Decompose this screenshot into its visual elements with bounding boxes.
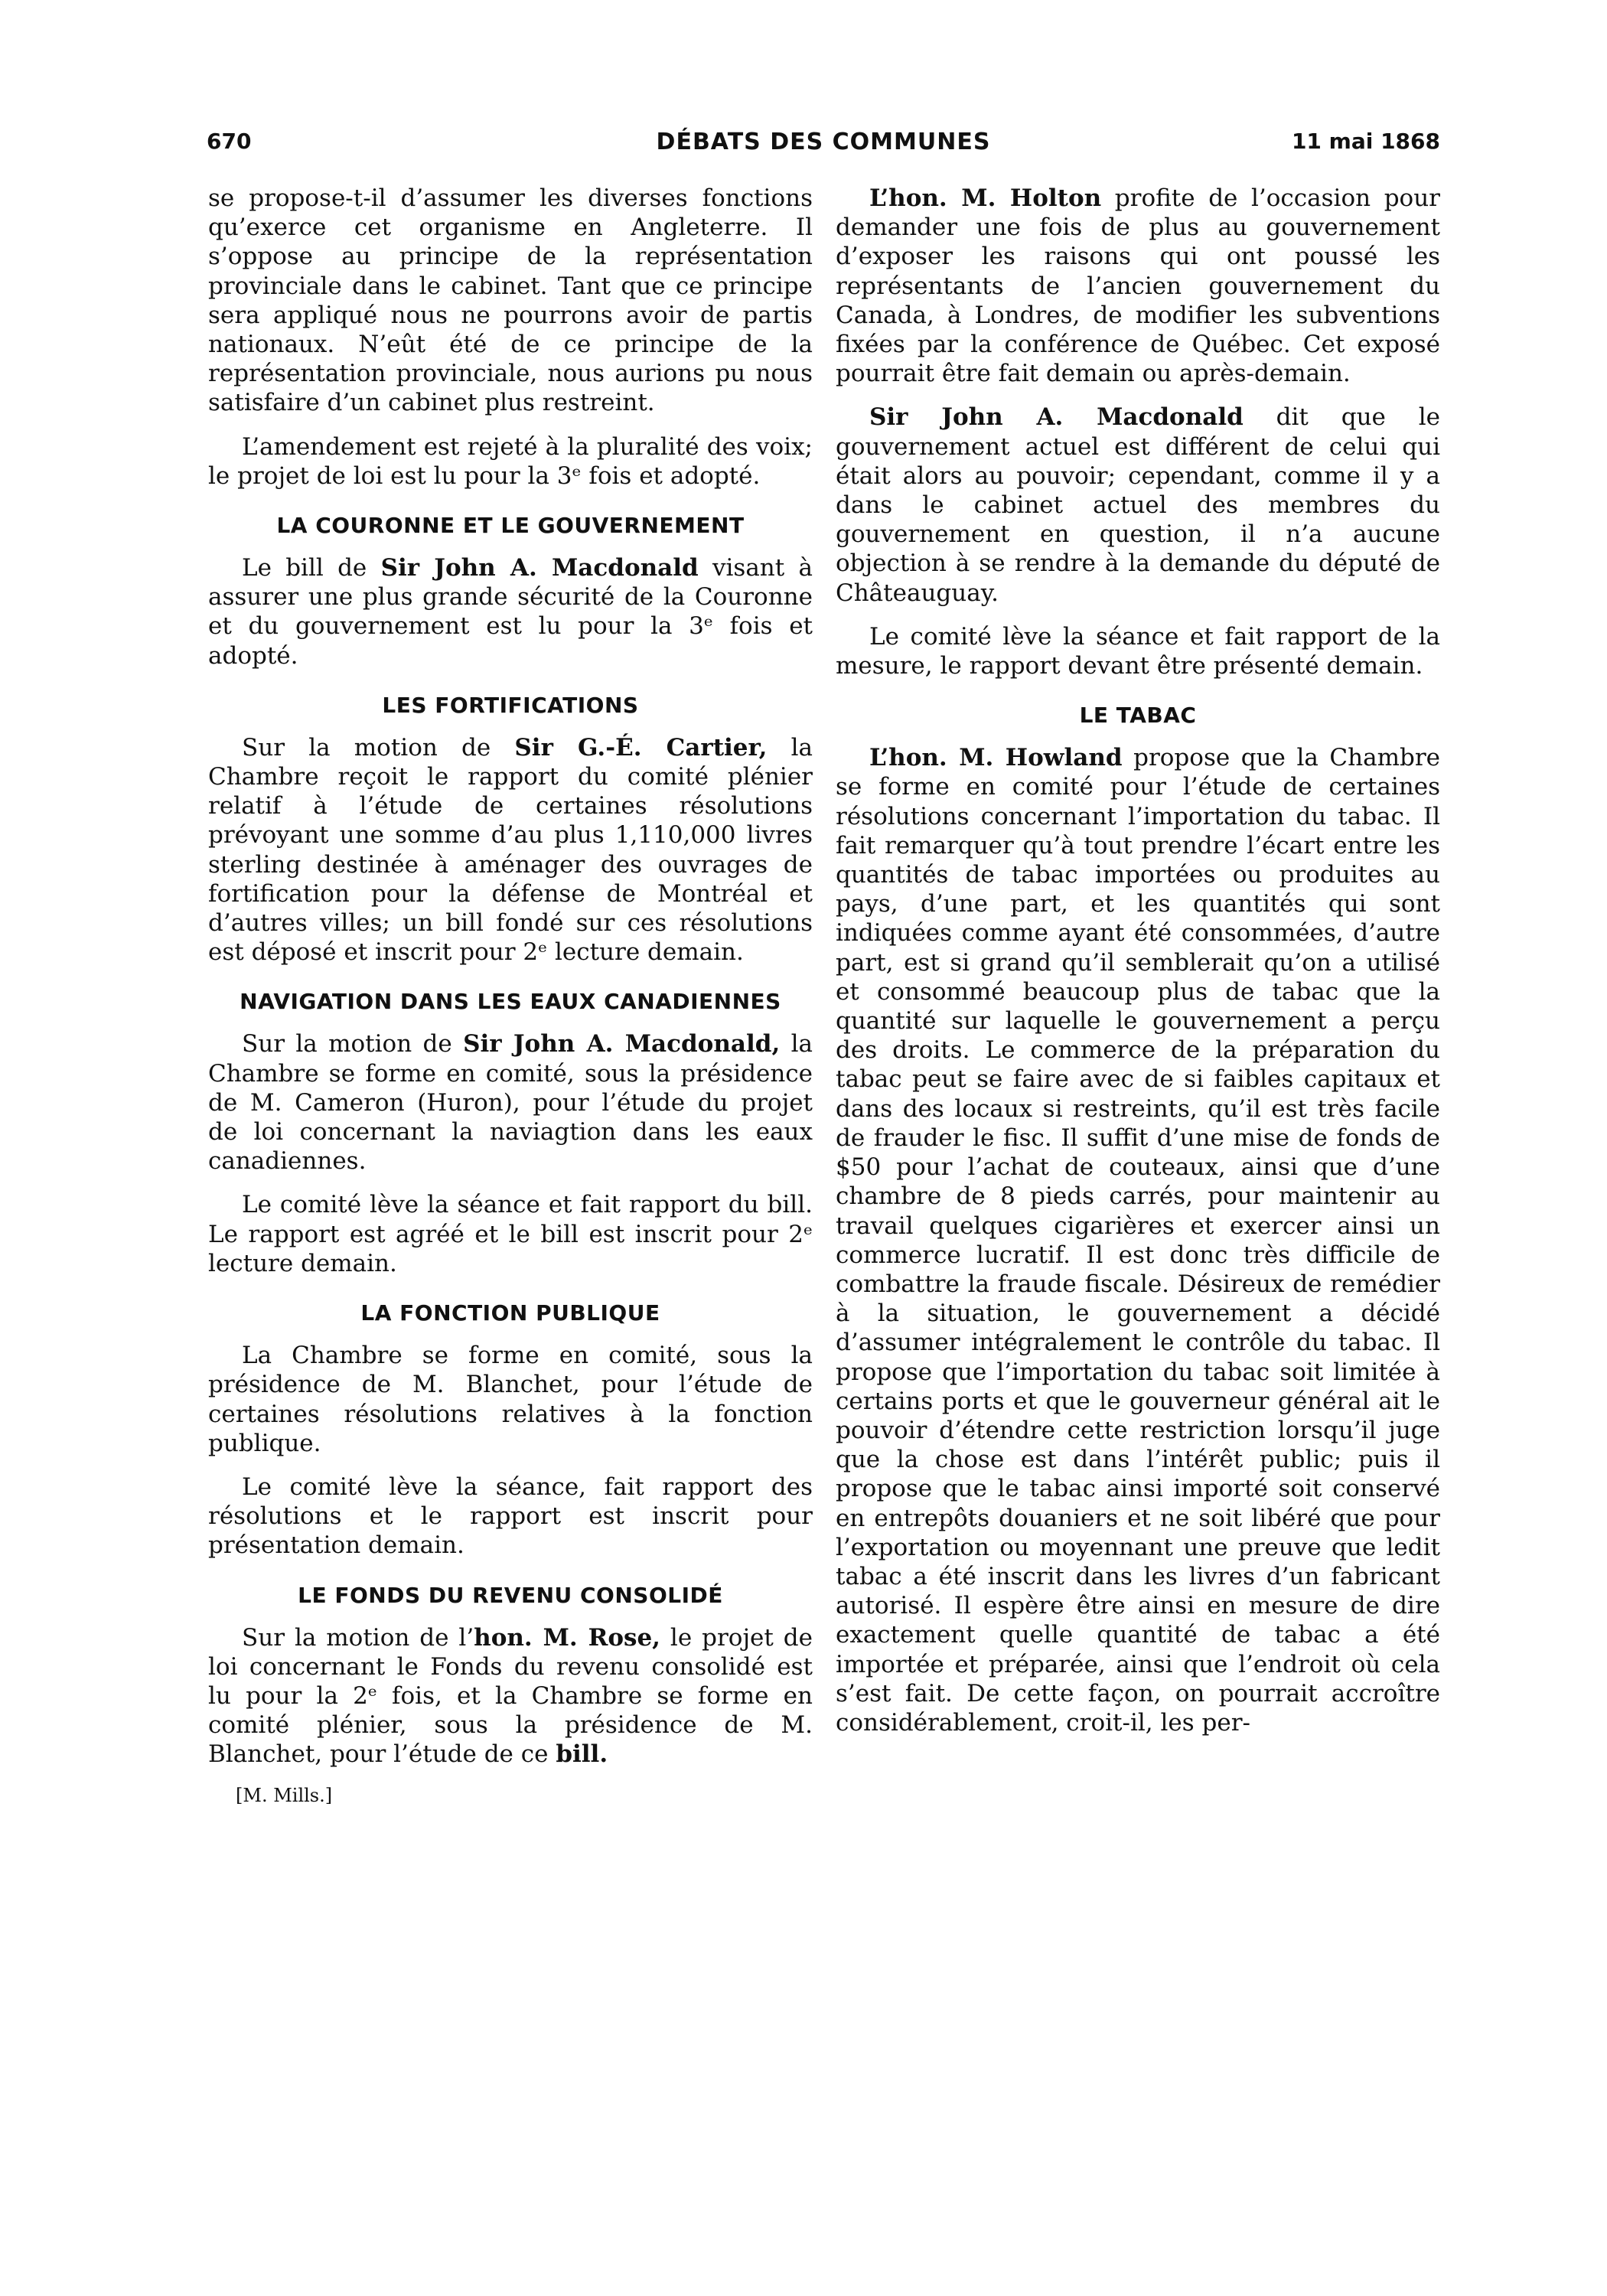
paragraph: La Chambre se forme en comité, sous la présidence de M. Blanchet, pour l’étude de certaines résolutions relatives à la fonction publique. — [208, 1342, 813, 1457]
speaker-name: hon. M. Rose, — [474, 1623, 660, 1652]
speaker-name: Sir G.-É. Cartier, — [514, 733, 768, 762]
paragraph: L’hon. M. Howland propose que la Chambre se forme en comité pour l’étude de certaines résolutions concernant l’importation du tabac. Il fait remarquer qu’à tout prendre l’écart entre les quantités de tabac importées ou produites au pays, d’une part, et les quantités qui sont indiquées comme ayant été consommées, d’autre part, est si grand qu’il semblerait qu’on a utilisé et consommé beaucoup plus de tabac que la quantité sur laquelle le gouvernement a perçu des droits. Le commerce de la préparation du tabac peut se faire avec de si faibles capitaux et dans des locaux si restreints, qu’il est très facile de frauder le fisc. Il suffit d’une mise de fonds de $50 pour l’achat de couteaux, ainsi que d’une chambre de 8 pieds carrés, pour maintenir au travail quelques cigarières et exercer ainsi un commerce lucratif. Il est donc très difficile de combattre la fraude fiscale. Désireux de remédier à la situation, le gouvernement a décidé d’assumer intégralement le contrôle du tabac. Il propose que l’importation du tabac soit limitée à certains ports et que le gouverneur général ait le pouvoir d’étendre cette restriction lorsqu’il juge que la chose est dans l’intérêt public; puis il propose que le tabac ainsi importé soit conservé en entrepôts douaniers et ne soit libéré que pour l’exportation ou moyennant une preuve que ledit tabac a été inscrit dans les livres d’un fabricant autorisé. Il espère être ainsi en mesure de dire exactement quelle quantité de tabac a été importée et préparée, ainsi que l’endroit où cela s’est fait. De cette façon, on pourrait accroître considérablement, croit-il, les per- — [836, 744, 1440, 1737]
bill-word: bill. — [556, 1740, 608, 1769]
paragraph: Le comité lève la séance et fait rapport du bill. Le rapport est agréé et le bill est inscrit pour 2ᵉ lecture demain. — [208, 1191, 813, 1277]
section-heading: NAVIGATION DANS LES EAUX CANADIENNES — [240, 989, 781, 1015]
speaker-name: Sir John A. Macdonald — [380, 554, 699, 582]
speaker-name: L’hon. M. Holton — [869, 184, 1102, 212]
speaker-name: L’hon. M. Howland — [869, 744, 1123, 772]
speaker-name: Sir John A. Macdonald — [869, 403, 1244, 432]
paragraph: Le bill de Sir John A. Macdonald visant à assurer une plus grande sécurité de la Couronne et du gouvernement est lu pour la 3ᵉ fois et adopté. — [208, 554, 813, 670]
page-number: 670 — [207, 129, 252, 154]
page-date: 11 mai 1868 — [1291, 129, 1440, 154]
page-title: DÉBATS DES COMMUNES — [656, 129, 991, 155]
section-heading: LA COURONNE ET LE GOUVERNEMENT — [276, 513, 745, 539]
paragraph: Sur la motion de l’hon. M. Rose, le projet de loi concernant le Fonds du revenu consolidé est lu pour la 2ᵉ fois, et la Chambre se forme en comité plénier, sous la présidence de M. Blanchet, pour l’étude de ce bill. — [208, 1623, 813, 1769]
paragraph: L’amendement est rejeté à la pluralité des voix; le projet de loi est lu pour la 3ᵉ fois et adopté. — [208, 432, 813, 490]
right-column — [836, 184, 1440, 1752]
section-heading: LE FONDS DU REVENU CONSOLIDÉ — [298, 1582, 723, 1608]
paragraph: Sur la motion de Sir G.-É. Cartier, la Chambre reçoit le rapport du comité plénier relatif à l’étude de certaines résolutions prévoyant une somme d’au plus 1,110,000 livres sterling destinée à aménager des ouvrages de fortification pour la défense de Montréal et d’autres villes; un bill fondé sur ces résolutions est déposé et inscrit pour 2ᵉ lecture demain. — [208, 733, 813, 967]
section-heading: LE TABAC — [1079, 703, 1197, 729]
paragraph: L’hon. M. Holton profite de l’occasion pour demander une fois de plus au gouvernement d’exposer les raisons qui ont poussé les représentants de l’ancien gouvernement du Canada, à Londres, de modifier les subventions fixées par la conférence de Québec. Cet exposé pourrait être fait demain ou après-demain. — [836, 184, 1440, 388]
section-heading: LA FONCTION PUBLIQUE — [360, 1300, 660, 1326]
speaker-footnote: [M. Mills.] — [236, 1784, 333, 1806]
left-column — [208, 184, 813, 1807]
paragraph: Le comité lève la séance, fait rapport des résolutions et le rapport est inscrit pour présentation demain. — [208, 1473, 813, 1560]
speaker-name: Sir John A. Macdonald, — [463, 1030, 781, 1058]
paragraph: Sir John A. Macdonald dit que le gouvernement actuel est différent de celui qui était alors au pouvoir; cependant, comme il y a dans le cabinet actuel des membres du gouvernement en question, il n’a aucune objection à se rendre à la demande du député de Châteauguay. — [836, 403, 1440, 607]
section-heading: LES FORTIFICATIONS — [382, 692, 639, 718]
paragraph: se propose-t-il d’assumer les diverses fonctions qu’exerce cet organisme en Angleterre. Il s’oppose au principe de la représentation provinciale dans le cabinet. Tant que ce principe sera appliqué nous ne pourrons avoir de partis nationaux. N’eût été de ce principe de la représentation provinciale, nous aurions pu nous satisfaire d’un cabinet plus restreint. — [208, 184, 813, 417]
paragraph: Sur la motion de Sir John A. Macdonald, la Chambre se forme en comité, sous la présidence de M. Cameron (Huron), pour l’étude du projet de loi concernant la naviagtion dans les eaux canadiennes. — [208, 1030, 813, 1176]
paragraph: Le comité lève la séance et fait rapport de la mesure, le rapport devant être présenté demain. — [836, 622, 1440, 680]
page-header — [207, 129, 1440, 162]
